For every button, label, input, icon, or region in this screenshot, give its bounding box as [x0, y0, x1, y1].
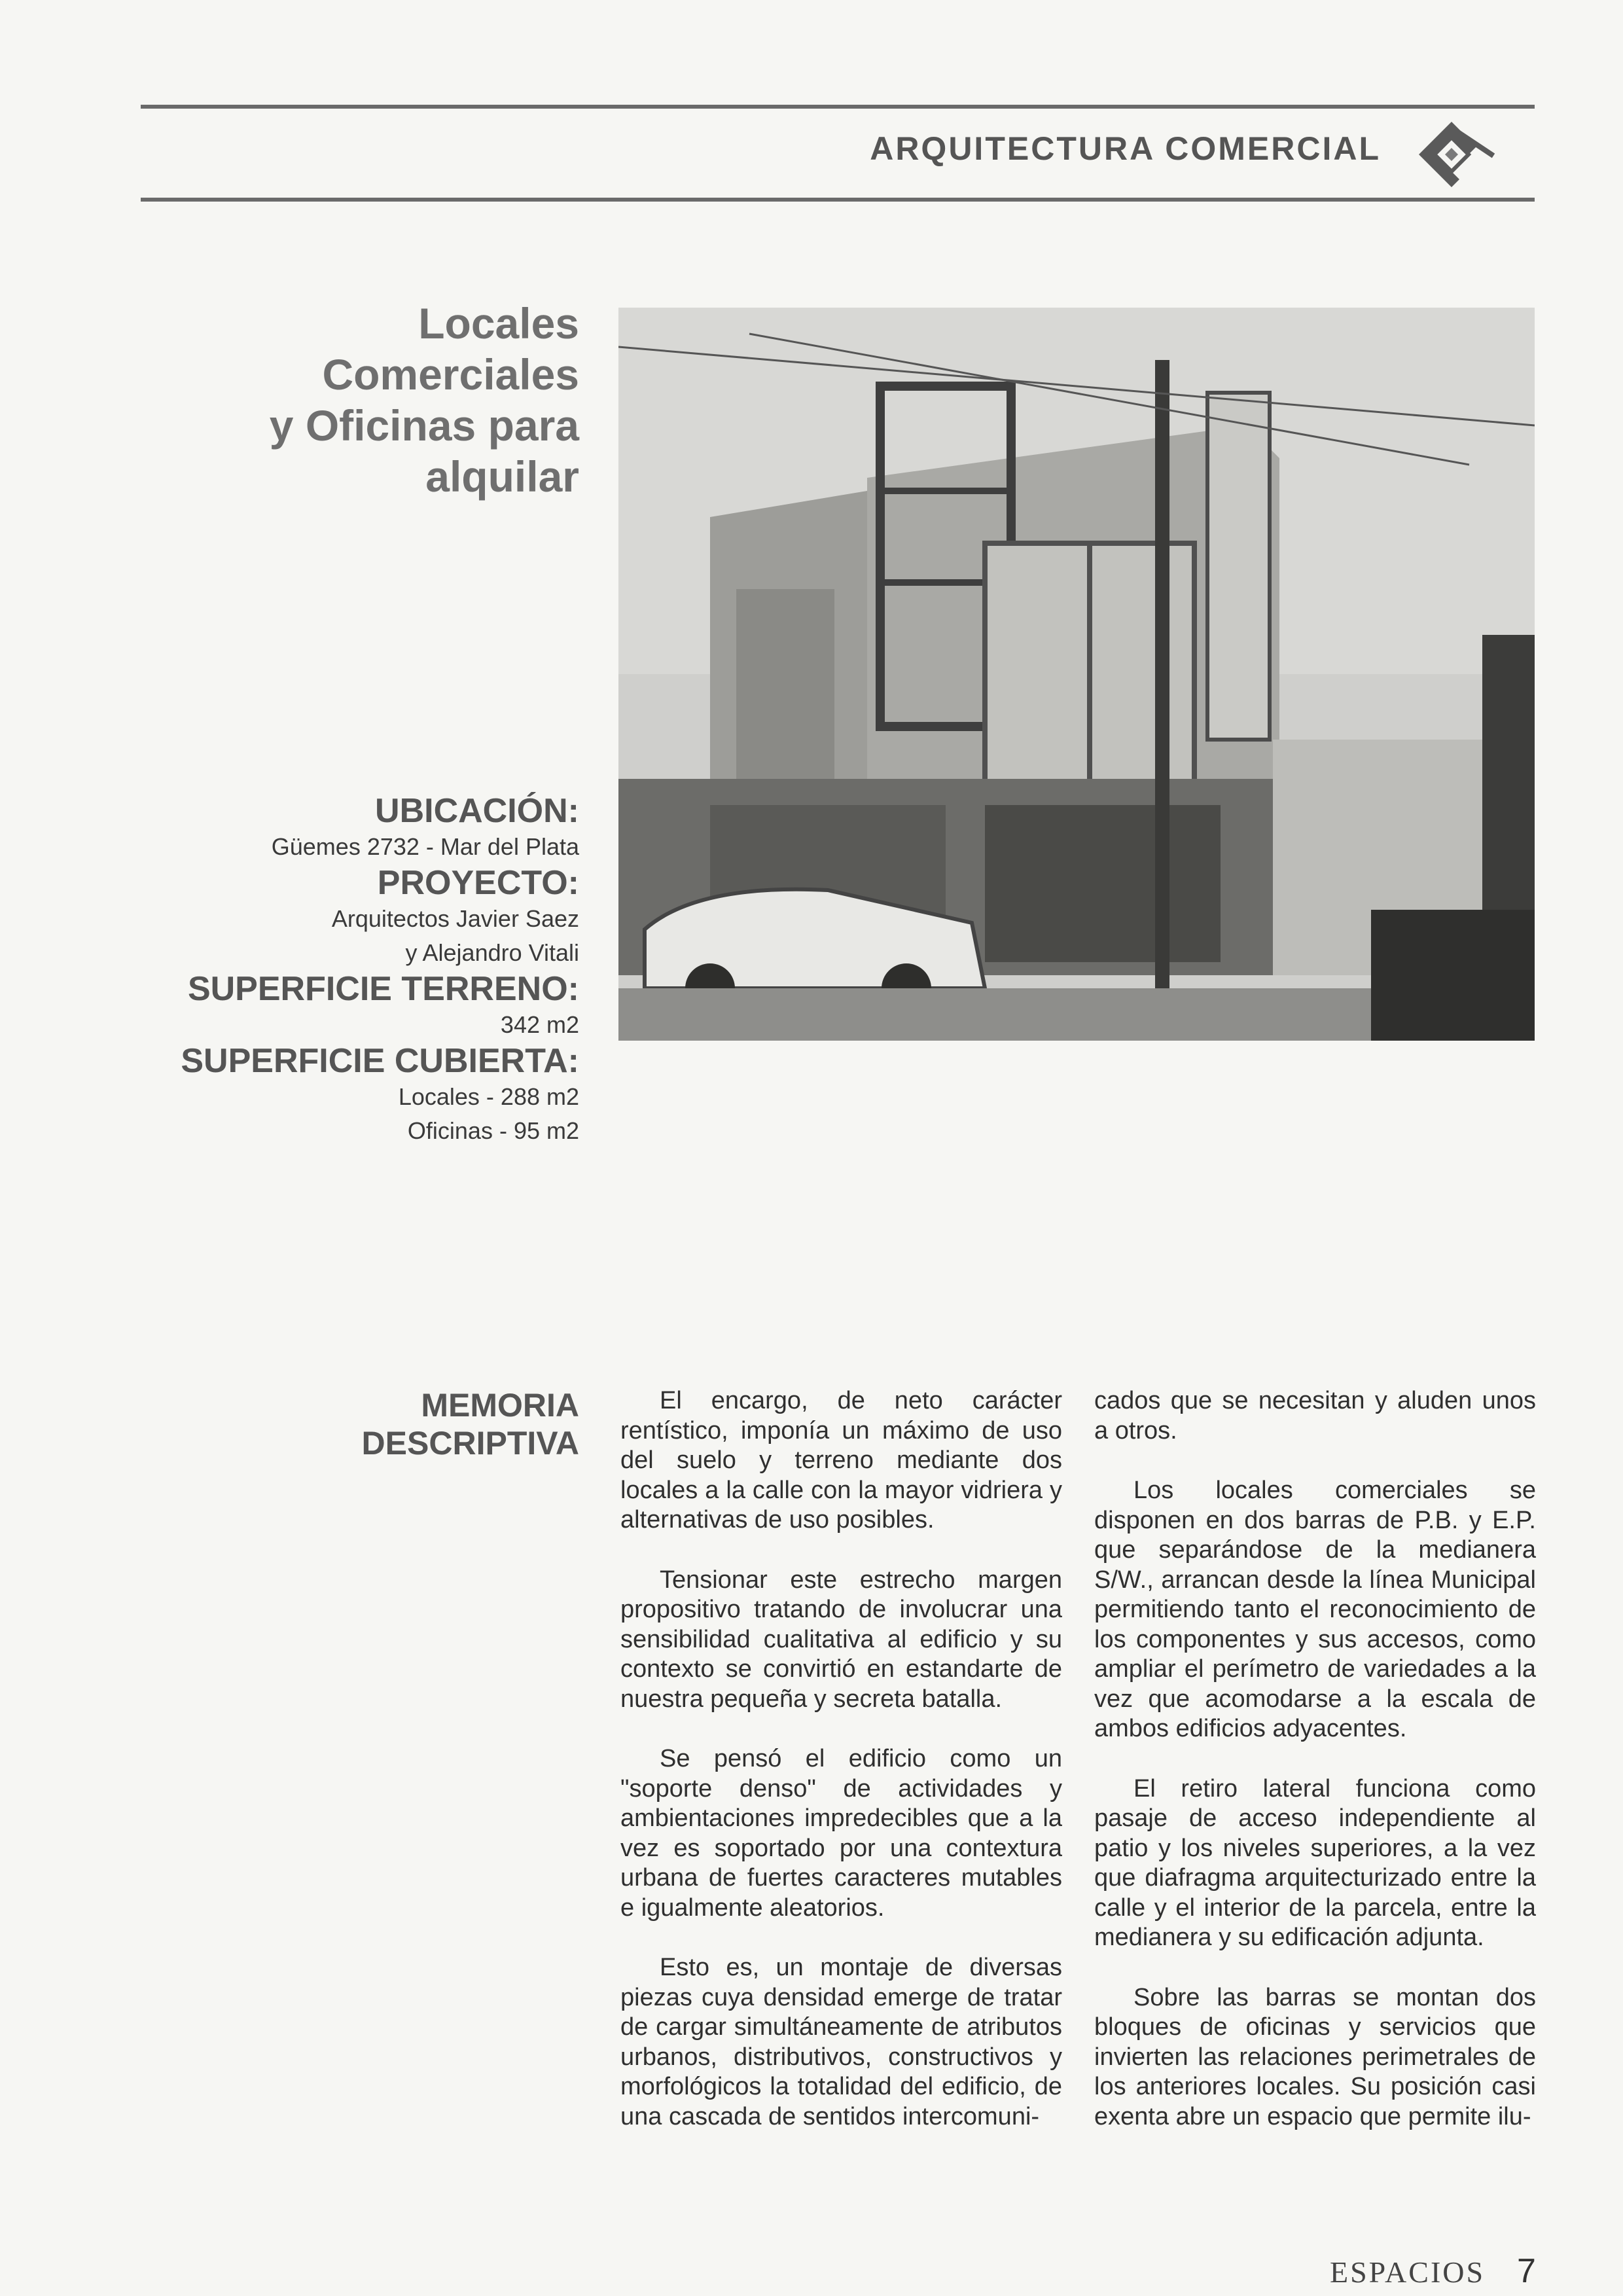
ubicacion-value: Güemes 2732 - Mar del Plata: [271, 833, 579, 860]
paragraph: Los locales comerciales se disponen en dos barras de P.B. y E.P. que separándose de la medianera S/W., arrancan desde la línea Municipal permitiendo tanto el reconocimiento de los componentes y sus accesos, como ampliar el perímetro de variedades a la vez que acomodarse a la escala de ambos edificios adyacentes.: [1094, 1477, 1536, 1742]
terreno-label: SUPERFICIE TERRENO:: [187, 970, 579, 1008]
paragraph: Sobre las barras se montan dos bloques de oficinas y servicios que invierten las relaciones perimetrales de los anteriores locales. Su posición casi exenta abre un espacio que permite ilu-: [1094, 1983, 1536, 2130]
terreno-value: 342 m2: [500, 1011, 579, 1038]
paragraph-continued: cados que se necesitan y aluden unos a otros.: [1094, 1387, 1536, 1444]
paragraph: El retiro lateral funciona como pasaje de acceso independiente al patio y los niveles superiores, a la vez que diafragma arquitecturizado entre la calle y el interior de la parcela, entre la medianera y su edificación adjunta.: [1094, 1774, 1536, 1951]
cubierta-value: Locales - 288 m2: [398, 1083, 579, 1110]
project-facts: [181, 792, 579, 1148]
text-column-2: [1094, 1386, 1536, 2162]
memoria-heading-line: MEMORIA: [421, 1387, 579, 1424]
header-rule-bottom: [141, 198, 1535, 202]
ubicacion-label: UBICACIÓN:: [375, 792, 579, 830]
text-column-1: [620, 1386, 1062, 2162]
memoria-heading: [362, 1386, 579, 1462]
headline-line: Comerciales: [322, 350, 579, 399]
headline-line: Locales: [418, 299, 579, 348]
proyecto-value: y Alejandro Vitali: [405, 939, 579, 966]
paragraph: Tensionar este estrecho margen propositivo tratando de involucrar una sensibilidad cualitativa al edificio y su contexto se convirtió en estandarte de nuestra pequeña y secreta batalla.: [620, 1566, 1062, 1713]
cubierta-label: SUPERFICIE CUBIERTA:: [181, 1042, 579, 1080]
article-headline: [270, 298, 579, 502]
paragraph: Esto es, un montaje de diversas piezas cuya densidad emerge de tratar de cargar simultáneamente de atributos urbanos, distributivos, constructivos y morfológicos la totalidad del edificio, de una cascada de sentidos intercomuni-: [620, 1954, 1062, 2130]
arrow-diamond-logo-icon: [1414, 117, 1499, 195]
headline-line: alquilar: [425, 452, 579, 501]
headline-line: y Oficinas para: [269, 401, 579, 450]
paragraph: El encargo, de neto carácter rentístico, imponía un máximo de uso del suelo y terreno mediante dos locales a la calle con la mayor vidriera y alternativas de uso posibles.: [620, 1387, 1062, 1534]
section-title: ARQUITECTURA COMERCIAL: [870, 130, 1381, 167]
cubierta-value: Oficinas - 95 m2: [407, 1117, 579, 1144]
header-rule-top: [141, 105, 1535, 109]
proyecto-label: PROYECTO:: [377, 864, 579, 902]
proyecto-value: Arquitectos Javier Saez: [331, 905, 579, 932]
memoria-heading-line: DESCRIPTIVA: [361, 1425, 579, 1462]
magazine-name: ESPACIOS: [1330, 2255, 1486, 2289]
building-photo: [618, 308, 1535, 1041]
page-number: 7: [1517, 2252, 1536, 2290]
paragraph: Se pensó el edificio como un "soporte denso" de actividades y ambientaciones impredecibles que a la vez es soportado por una contextura urbana de fuertes caracteres mutables e igualmente aleatorios.: [620, 1745, 1062, 1922]
